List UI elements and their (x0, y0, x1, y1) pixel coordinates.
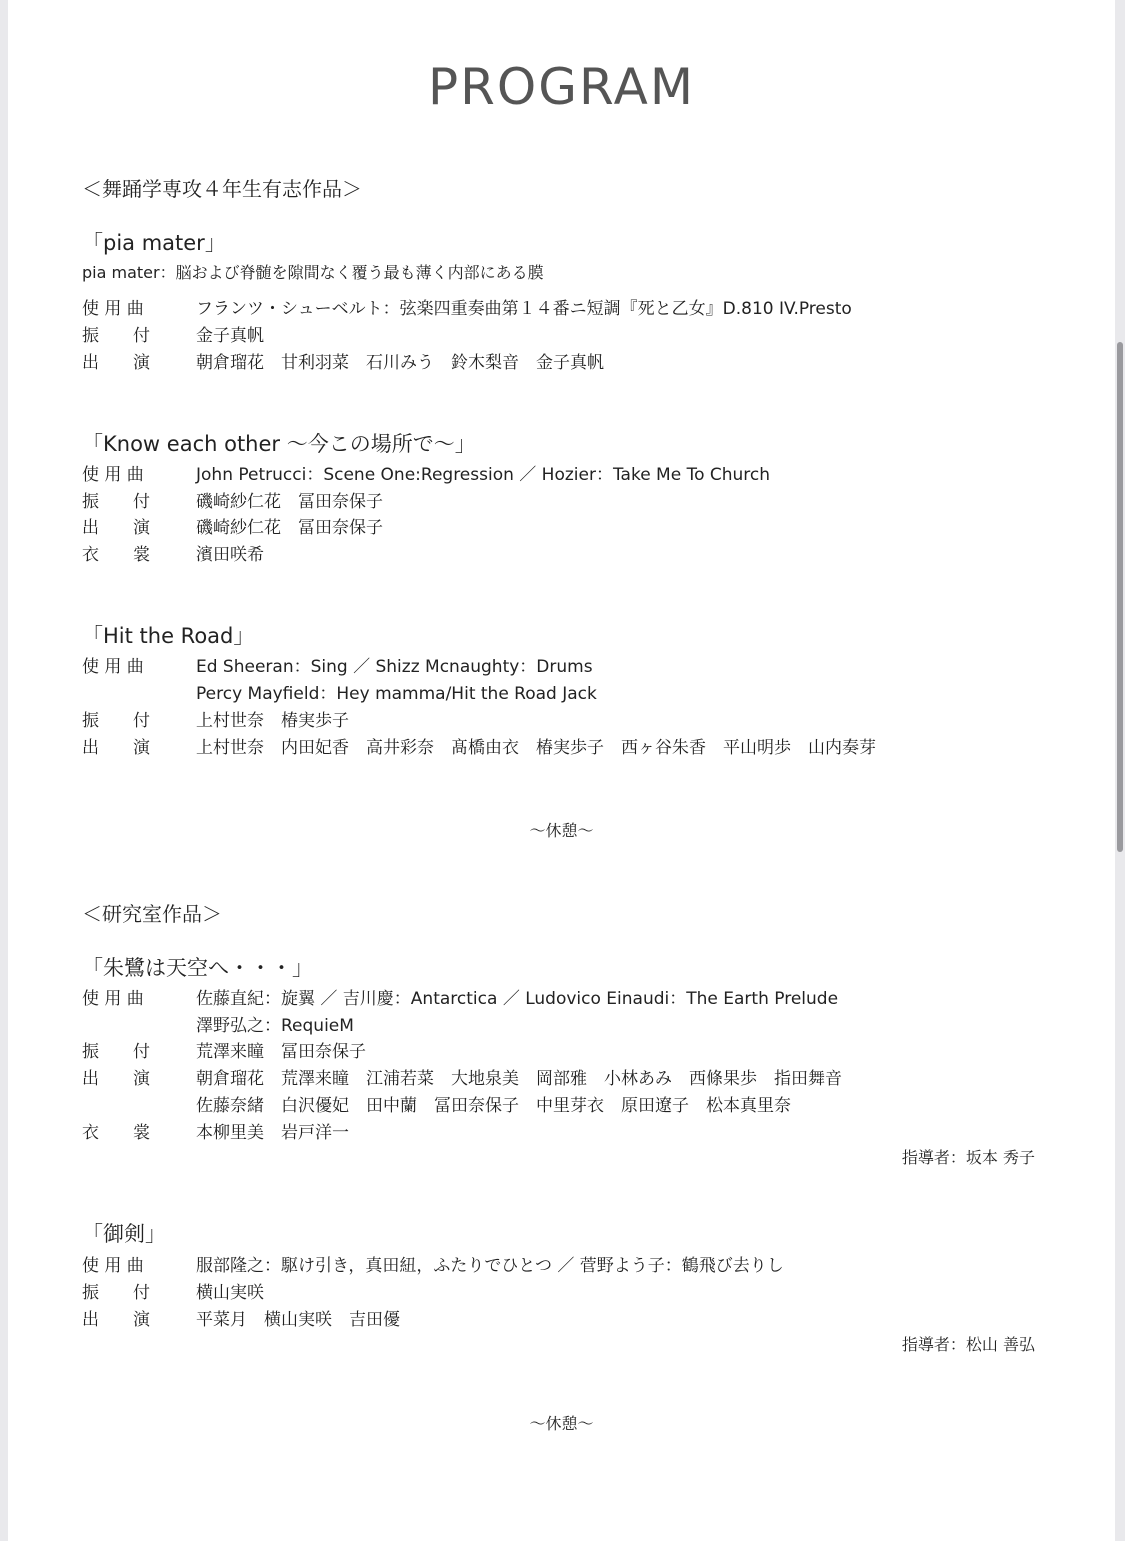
credit-value: 上村世奈 内田妃香 高井彩奈 髙橋由衣 椿実歩子 西ヶ谷朱香 平山明歩 山内奏芽 (196, 738, 876, 758)
credit-label: 使 用 曲 (82, 1256, 144, 1276)
instructor-credit: 指導者：松山 善弘 (901, 1335, 1035, 1354)
intermission: ～休憩～ (529, 821, 594, 840)
scrollbar[interactable] (1115, 0, 1125, 1541)
credit-label: 出 演 (82, 1310, 150, 1330)
credit-value: 平菜月 横山実咲 吉田優 (196, 1310, 400, 1330)
credit-value: 朝倉瑠花 甘利羽菜 石川みう 鈴木梨音 金子真帆 (196, 353, 604, 373)
credit-value: フランツ・シューベルト：弦楽四重奏曲第１４番ニ短調『死と乙女』D.810 IV.Presto (196, 299, 852, 319)
credit-row-costume (82, 540, 1062, 566)
credit-value: 佐藤直紀：旋翼 ／ 吉川慶：Antarctica ／ Ludovico Einaudi：The Earth Prelude (196, 989, 839, 1009)
credit-row-choreo (82, 706, 1062, 732)
work-title: 「pia mater」 (82, 231, 226, 255)
credit-row-cast (82, 733, 1062, 759)
credit-row-choreo (82, 1037, 1062, 1063)
work-subtitle: pia mater：脳および脊髄を隙間なく覆う最も薄く内部にある膜 (82, 263, 544, 282)
credit-row-cast (82, 1064, 1062, 1090)
credit-row-music-cont (82, 1011, 1062, 1037)
credit-label: 出 演 (82, 353, 150, 373)
intermission: ～休憩～ (529, 1414, 594, 1433)
credit-value: 朝倉瑠花 荒澤来瞳 江浦若菜 大地泉美 岡部雅 小林あみ 西條果歩 指田舞音 (196, 1069, 842, 1089)
credit-row-music-cont (82, 679, 1062, 705)
credit-row-music (82, 1251, 1062, 1277)
credit-row-music (82, 294, 1062, 320)
credit-label: 使 用 曲 (82, 989, 144, 1009)
credit-label: 振 付 (82, 1042, 150, 1062)
scrollbar-thumb[interactable] (1117, 342, 1123, 852)
credit-value: Percy Mayfield：Hey mamma/Hit the Road Jack (196, 684, 597, 704)
credit-label: 使 用 曲 (82, 465, 144, 485)
credit-row-cast (82, 348, 1062, 374)
credit-row-choreo (82, 321, 1062, 347)
work-title: 「朱鷺は天空へ・・・」 (82, 956, 313, 980)
credit-row-costume (82, 1118, 1062, 1144)
credit-label: 使 用 曲 (82, 657, 144, 677)
credit-value: 佐藤奈緒 白沢優妃 田中蘭 冨田奈保子 中里芽衣 原田遼子 松本真里奈 (196, 1096, 791, 1116)
credit-value: 澤野弘之：RequieM (196, 1016, 354, 1036)
credit-label: 振 付 (82, 326, 150, 346)
work-title: 「Know each other ～今この場所で～」 (82, 432, 476, 456)
instructor-credit: 指導者：坂本 秀子 (901, 1148, 1035, 1167)
credit-row-choreo (82, 487, 1062, 513)
credit-value: 横山実咲 (196, 1283, 264, 1303)
credit-label: 出 演 (82, 518, 150, 538)
credit-value: 本柳里美 岩戸洋一 (196, 1123, 349, 1143)
credit-label: 衣 裳 (82, 545, 150, 565)
credit-row-cast (82, 513, 1062, 539)
program-page (8, 0, 1115, 1541)
credit-label: 振 付 (82, 1283, 150, 1303)
credit-row-music (82, 652, 1062, 678)
credit-value: 濱田咲希 (196, 545, 264, 565)
credit-row-music (82, 460, 1062, 486)
credit-row-choreo (82, 1278, 1062, 1304)
credit-value: 磯崎紗仁花 冨田奈保子 (196, 492, 383, 512)
credit-row-cast (82, 1305, 1062, 1331)
credit-label: 使 用 曲 (82, 299, 144, 319)
section-heading: ＜舞踊学専攻４年生有志作品＞ (82, 177, 362, 201)
credit-label: 出 演 (82, 1069, 150, 1089)
page-title: PROGRAM (427, 58, 696, 116)
credit-row-cast-cont (82, 1091, 1062, 1117)
credit-value: 服部隆之：駆け引き，真田紐，ふたりでひとつ ／ 菅野よう子：鶴飛び去りし (196, 1256, 784, 1276)
credit-value: 磯崎紗仁花 冨田奈保子 (196, 518, 383, 538)
credit-value: 荒澤来瞳 冨田奈保子 (196, 1042, 366, 1062)
credit-value: 金子真帆 (196, 326, 264, 346)
work-title: 「Hit the Road」 (82, 624, 255, 648)
credit-value: John Petrucci：Scene One:Regression ／ Hozier：Take Me To Church (196, 465, 771, 485)
section-heading: ＜研究室作品＞ (82, 902, 222, 926)
work-title: 「御剣」 (82, 1222, 166, 1246)
credit-label: 振 付 (82, 711, 150, 731)
credit-label: 出 演 (82, 738, 150, 758)
credit-row-music (82, 984, 1062, 1010)
credit-value: Ed Sheeran：Sing ／ Shizz Mcnaughty：Drums (196, 657, 593, 677)
credit-value: 上村世奈 椿実歩子 (196, 711, 349, 731)
credit-label: 振 付 (82, 492, 150, 512)
credit-label: 衣 裳 (82, 1123, 150, 1143)
